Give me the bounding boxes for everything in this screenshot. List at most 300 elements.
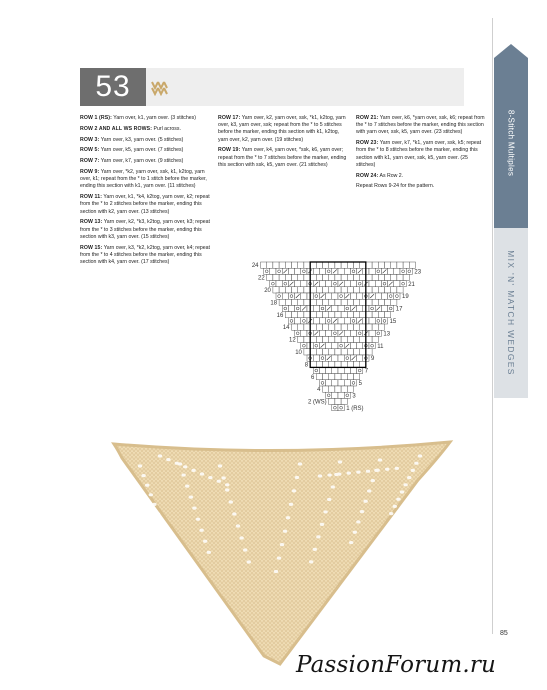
eyelet-hole (338, 460, 342, 463)
chart-cell (332, 330, 338, 336)
chart-cell (341, 336, 347, 342)
chart-cell (323, 386, 329, 392)
chart-cell (313, 343, 319, 349)
row-text: Yarn over, k1, yarn over. (3 stitches) (113, 115, 196, 121)
chart-cell (298, 274, 304, 280)
chart-cell (304, 262, 310, 268)
chart-cell (375, 318, 381, 324)
chart-cell (369, 268, 375, 274)
row-label: ROW 17: (218, 115, 241, 121)
row-label: ROW 13: (80, 219, 103, 226)
chart-cell (329, 349, 335, 355)
eyelet-hole (393, 505, 397, 508)
chart-cell (270, 281, 276, 287)
eyelet-hole (200, 472, 204, 475)
eyelet-hole (217, 480, 221, 483)
chart-cell (313, 367, 319, 373)
row-text: Yarn over, k3, *k2, k2tog, yarn over, k4; repeat from the * to 4 stitches before the marker, ending this section with k4, yarn over. (17 stitches) (80, 244, 210, 265)
chart-cell (344, 355, 350, 361)
eyelet-hole (414, 462, 418, 465)
chart-cell (319, 380, 325, 386)
chart-cell (335, 312, 341, 318)
chart-cell (344, 318, 350, 324)
chart-row-label-left: 14 (282, 325, 290, 332)
chart-cell (391, 262, 397, 268)
chart-cell (341, 361, 347, 367)
eyelet-hole (366, 470, 370, 473)
chart-cell (338, 355, 344, 361)
chart-cell (360, 324, 366, 330)
knitting-chart (250, 256, 450, 426)
chart-cell (310, 324, 316, 330)
chart-cell (285, 312, 291, 318)
eyelet-hole (247, 560, 251, 563)
chart-cell (329, 312, 335, 318)
chart-row-label-right: 1 (RS) (346, 405, 364, 412)
eyelet-hole (239, 536, 243, 539)
eyelet-hole (292, 489, 296, 492)
chart-cell (323, 312, 329, 318)
eyelet-hole (318, 474, 322, 477)
chart-cell (357, 367, 363, 373)
eyelet-hole (277, 556, 281, 559)
chart-cell (301, 293, 307, 299)
chart-cell (354, 374, 360, 380)
eyelet-hole (418, 454, 422, 457)
chart-cell (403, 274, 409, 280)
chart-cell (335, 324, 341, 330)
eyelet-hole (175, 462, 179, 465)
chart-cell (381, 281, 387, 287)
chart-cell (326, 293, 332, 299)
side-rule (492, 18, 493, 634)
chart-cell (335, 274, 341, 280)
eyelet-hole (196, 518, 200, 521)
chart-cell (332, 392, 338, 398)
chart-cell (316, 262, 322, 268)
chart-cell (347, 361, 353, 367)
row-label: ROW 23: (356, 140, 379, 147)
eyelet-hole (199, 529, 203, 532)
chart-cell (385, 312, 391, 318)
chart-cell (276, 268, 282, 274)
eyelet-hole (185, 484, 189, 487)
chart-cell (282, 293, 288, 299)
eyelet-hole (411, 469, 415, 472)
chart-cell (319, 305, 325, 311)
chart-row-label-left: 6 (310, 374, 315, 381)
row-label: ROW 3: (80, 136, 100, 143)
chart-cell (375, 293, 381, 299)
instruction-row (80, 147, 210, 154)
chart-cell (301, 318, 307, 324)
eyelet-hole (286, 516, 290, 519)
chart-cell (326, 343, 332, 349)
chart-cell (385, 299, 391, 305)
chart-cell (403, 262, 409, 268)
chart-cell (298, 312, 304, 318)
eyelet-hole (289, 503, 293, 506)
chart-cell (295, 318, 301, 324)
row-label: ROW 7: (80, 158, 100, 165)
chart-cell (394, 293, 400, 299)
chart-cell (288, 318, 294, 324)
chart-cell (332, 305, 338, 311)
chart-cell (357, 281, 363, 287)
chart-row-label-left: 16 (276, 312, 284, 319)
chart-cell (313, 355, 319, 361)
chart-cell (385, 262, 391, 268)
chart-cell (357, 293, 363, 299)
eyelet-hole (191, 469, 195, 472)
chart-cell (375, 268, 381, 274)
eyelet-hole (225, 483, 229, 486)
chart-cell (350, 330, 356, 336)
chart-cell (366, 324, 372, 330)
chart-cell (375, 281, 381, 287)
eyelet-hole (363, 500, 367, 503)
chart-cell (295, 281, 301, 287)
chart-cell (341, 274, 347, 280)
eyelet-hole (371, 479, 375, 482)
eyelet-hole (407, 476, 411, 479)
chart-cell (285, 299, 291, 305)
instruction-row (80, 137, 210, 144)
chart-cell (292, 299, 298, 305)
chart-row-label-right: 15 (389, 319, 397, 325)
chart-cell (316, 287, 322, 293)
chart-cell (381, 318, 387, 324)
chart-cell (298, 324, 304, 330)
chart-cell (350, 268, 356, 274)
chart-cell (341, 374, 347, 380)
chart-cell (326, 268, 332, 274)
chart-cell (338, 392, 344, 398)
chart-cell (288, 293, 294, 299)
chart-cell (329, 361, 335, 367)
chart-cell (332, 355, 338, 361)
instruction-row (80, 126, 210, 133)
chart-cell (357, 343, 363, 349)
chart-cell (295, 305, 301, 311)
chart-cell (366, 262, 372, 268)
chart-cell (354, 274, 360, 280)
row-text: Yarn over, *k2, yarn over, ssk, k1, k2tog, yarn over, k1; repeat from the * to 1 stitch before the marker, ending this section with k1, yarn over. (11 stitches) (80, 168, 207, 190)
eyelet-hole (141, 474, 145, 477)
chart-cell (369, 343, 375, 349)
chart-cell (301, 330, 307, 336)
instruction-row (356, 115, 486, 137)
chart-cell (276, 293, 282, 299)
chart-cell (313, 305, 319, 311)
chart-cell (292, 262, 298, 268)
chart-cell (319, 367, 325, 373)
chart-cell (350, 318, 356, 324)
instruction-row (218, 147, 350, 169)
chart-cell (304, 287, 310, 293)
row-text: Yarn over, k2, yarn over, ssk, *k1, k2tog, yarn over, k3, yarn over, ssk; repeat from the * to 5 stitches before the marker, ending this section with k1, k2tog, yarn over, k2, yarn over. (19 stitches) (218, 115, 346, 143)
instructions-column-3 (356, 115, 486, 194)
chart-cell (316, 299, 322, 305)
chart-cell (326, 380, 332, 386)
chart-cell (326, 330, 332, 336)
chart-cell (319, 281, 325, 287)
eyelet-hole (396, 498, 400, 501)
chart-cell (354, 336, 360, 342)
section-title: 8-Stitch Multiples (506, 109, 516, 177)
watermark: PassionForum.ru (296, 652, 497, 678)
chart-cell (369, 318, 375, 324)
eyelet-hole (403, 483, 407, 486)
eyelet-hole (353, 531, 357, 534)
chart-cell (366, 274, 372, 280)
shawl-photo (100, 436, 458, 668)
chart-cell (388, 293, 394, 299)
chart-cell (279, 287, 285, 293)
chart-cell (304, 324, 310, 330)
chart-cell (335, 287, 341, 293)
chart-cell (329, 386, 335, 392)
chart-cell (372, 274, 378, 280)
chart-cell (344, 268, 350, 274)
row-text: Yarn over, k1, *k4, k2tog, yarn over, k2; repeat from the * to 2 stitches before the marker, ending this section with k2, yarn over. (13 stitches) (80, 194, 210, 215)
chart-row-label-right: 5 (358, 381, 362, 387)
chart-cell (285, 262, 291, 268)
chart-cell (338, 305, 344, 311)
row-label: ROW 24: (356, 172, 379, 179)
chart-row-label-right: 11 (377, 343, 384, 350)
instruction-row (80, 194, 210, 216)
chart-cell (366, 312, 372, 318)
chart-cell (332, 343, 338, 349)
chart-cell (341, 349, 347, 355)
chart-cell (332, 281, 338, 287)
chart-cell (360, 349, 366, 355)
eyelet-hole (163, 532, 167, 535)
eyelet-hole (309, 560, 313, 563)
instruction-row (356, 183, 486, 190)
chart-cell (310, 336, 316, 342)
eyelet-hole (327, 473, 331, 476)
chart-cell (366, 336, 372, 342)
chart-cell (326, 367, 332, 373)
chart-cell (354, 287, 360, 293)
chart-row-label-right: 21 (408, 281, 415, 288)
knit-swatch-icon (150, 80, 170, 96)
chart-cell (273, 262, 279, 268)
chart-cell (397, 262, 403, 268)
row-text: Purl across. (153, 125, 181, 132)
chart-cell (323, 336, 329, 342)
chart-cell (313, 268, 319, 274)
eyelet-hole (138, 464, 142, 467)
chart-cell (381, 293, 387, 299)
chart-cell (344, 392, 350, 398)
instructions-column-1 (80, 115, 210, 270)
chart-cell (323, 299, 329, 305)
chart-cell (354, 299, 360, 305)
chart-cell (332, 405, 338, 411)
chart-row-label-left: 12 (289, 337, 296, 344)
eyelet-hole (280, 543, 284, 546)
chart-cell (341, 299, 347, 305)
chart-cell (372, 262, 378, 268)
eyelet-hole (356, 520, 360, 523)
chart-cell (326, 281, 332, 287)
eyelet-hole (327, 498, 331, 501)
chart-cell (316, 274, 322, 280)
chart-cell (310, 361, 316, 367)
row-text: As Row 2. (379, 172, 404, 179)
pattern-number: 53 (80, 68, 146, 106)
chart-cell (378, 324, 384, 330)
chart-cell (338, 380, 344, 386)
chart-cell (301, 281, 307, 287)
row-text: Repeat Rows 9-24 for the pattern. (356, 183, 435, 190)
chart-cell (347, 374, 353, 380)
chart-cell (285, 287, 291, 293)
chart-cell (354, 349, 360, 355)
chart-cell (335, 361, 341, 367)
eyelet-hole (356, 471, 360, 474)
chart-cell (304, 349, 310, 355)
row-text: Yarn over, k2, *k3, k2tog, yarn over, k3; repeat from the * to 3 stitches before the marker, ending this section with k3, yarn over. (15 stitches) (80, 219, 210, 240)
chart-cell (298, 287, 304, 293)
eyelet-hole (183, 465, 187, 468)
eyelet-hole (385, 468, 389, 471)
eyelet-hole (189, 496, 193, 499)
chart-cell (388, 268, 394, 274)
chart-row-label-left: 2 (WS) (308, 399, 327, 406)
chart-cell (360, 336, 366, 342)
eyelet-hole (149, 493, 153, 496)
chart-cell (394, 268, 400, 274)
chart-cell (347, 299, 353, 305)
chart-cell (329, 336, 335, 342)
chart-cell (366, 287, 372, 293)
chart-cell (357, 305, 363, 311)
eyelet-hole (229, 500, 233, 503)
chart-cell (372, 299, 378, 305)
chart-cell (338, 293, 344, 299)
chart-cell (329, 262, 335, 268)
chart-cell (304, 312, 310, 318)
chart-cell (341, 386, 347, 392)
chart-cell (316, 312, 322, 318)
chart-cell (304, 299, 310, 305)
row-text: Yarn over, k6, *yarn over, ssk, k6; repeat from the * to 7 stitches before the marker, ending this section with yarn over, ssk, k5, yarn over. (23 stitches) (356, 115, 485, 136)
eyelet-hole (360, 510, 364, 513)
row-text: Yarn over, k3, yarn over. (5 stitches) (100, 136, 184, 143)
chart-cell (310, 349, 316, 355)
instruction-row (356, 173, 486, 180)
chart-cell (288, 268, 294, 274)
chart-cell (323, 374, 329, 380)
chart-cell (329, 398, 335, 404)
chart-cell (323, 274, 329, 280)
chart-cell (350, 367, 356, 373)
chart-cell (354, 312, 360, 318)
chart-cell (319, 330, 325, 336)
eyelet-hole (378, 458, 382, 461)
chart-cell (344, 281, 350, 287)
chart-cell (341, 398, 347, 404)
eyelet-hole (158, 454, 162, 457)
chart-cell (335, 349, 341, 355)
chart-cell (347, 262, 353, 268)
eyelet-hole (181, 473, 185, 476)
chart-cell (347, 349, 353, 355)
chart-cell (301, 268, 307, 274)
eyelet-hole (232, 512, 236, 515)
chart-cell (388, 305, 394, 311)
row-text: Yarn over, k5, yarn over. (7 stitches) (100, 147, 184, 154)
eyelet-hole (159, 522, 163, 525)
chart-cell (292, 274, 298, 280)
chart-cell (378, 274, 384, 280)
chart-cell (332, 380, 338, 386)
chart-cell (304, 336, 310, 342)
chart-cell (347, 274, 353, 280)
chart-row-label-right: 23 (414, 269, 422, 276)
chart-cell (341, 324, 347, 330)
row-label: ROW 9: (80, 168, 100, 175)
chapter-title: MIX 'N' MATCH WEDGES (506, 250, 516, 376)
row-text: Yarn over, k7, *k1, yarn over, ssk, k5; repeat from the * to 8 stitches before the marker, ending this section with k1, yarn over, ssk, k5, yarn over. (25 stitches) (356, 140, 482, 168)
eyelet-hole (367, 489, 371, 492)
chart-cell (326, 392, 332, 398)
chart-cell (338, 405, 344, 411)
chart-cell (360, 274, 366, 280)
chart-cell (378, 299, 384, 305)
chart-cell (347, 336, 353, 342)
side-tab-notch (494, 44, 528, 58)
chart-cell (267, 274, 273, 280)
chart-cell (350, 380, 356, 386)
chart-cell (372, 336, 378, 342)
chart-cell (295, 330, 301, 336)
chart-cell (391, 299, 397, 305)
chart-cell (298, 336, 304, 342)
chart-cell (360, 312, 366, 318)
chart-row-label-right: 13 (383, 331, 391, 338)
chart-cell (261, 262, 267, 268)
eyelet-hole (207, 551, 211, 554)
chart-cell (270, 268, 276, 274)
chart-cell (372, 287, 378, 293)
chart-row-label-right: 9 (371, 356, 375, 363)
chart-cell (313, 318, 319, 324)
eyelet-hole (166, 458, 170, 461)
instruction-row (80, 245, 210, 267)
chart-cell (354, 262, 360, 268)
chart-row-label-right: 19 (402, 294, 409, 301)
chart-cell (400, 268, 406, 274)
row-label: ROW 11: (80, 194, 103, 201)
chart-cell (350, 343, 356, 349)
eyelet-hole (313, 548, 317, 551)
chart-cell (285, 274, 291, 280)
chart-row-label-left: 4 (317, 387, 321, 394)
chart-cell (313, 293, 319, 299)
chart-cell (381, 305, 387, 311)
chart-cell (323, 361, 329, 367)
chart-cell (273, 287, 279, 293)
chart-cell (347, 386, 353, 392)
chart-cell (350, 281, 356, 287)
chart-row-label-left: 10 (295, 350, 302, 356)
chart-cell (354, 324, 360, 330)
